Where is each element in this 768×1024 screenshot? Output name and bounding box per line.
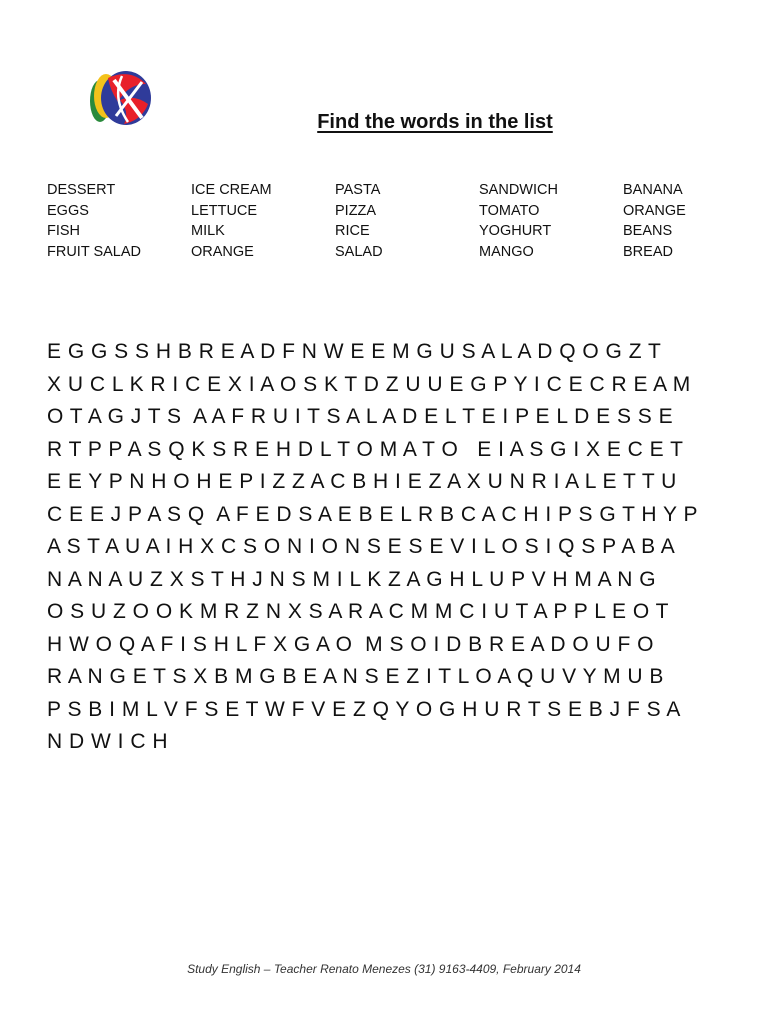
word-list-item: YOGHURT <box>479 223 552 240</box>
word-list-item: SANDWICH <box>479 182 558 198</box>
word-list-item: FISH <box>47 223 81 240</box>
grid-row: R T P P A S Q K S R E H D L T O M A T O E I A S G I X E C E T <box>47 437 684 461</box>
grid-row: N A N A U Z X S T H J N S M I L K Z A G H L U P V H M A N G <box>47 567 657 591</box>
grid-row: R A N G E T S X B M G B E A N S E Z I T L O A Q U V Y M U B <box>47 665 664 688</box>
word-list-item: ICE CREAM <box>191 182 272 198</box>
word-list-item: BREAD <box>623 243 673 260</box>
grid-row: C E E J P A S Q A F E D S A E B E L R B C A C H I P S G T H Y P <box>47 502 698 526</box>
grid-row: H W O Q A F I S H L F X G A O M S O I D B R E A D O U F O <box>47 632 655 656</box>
word-list-item: PASTA <box>335 182 381 198</box>
page-title: Find the words in the list <box>317 111 553 133</box>
word-list-item: SALAD <box>335 243 383 260</box>
grid-row: O T A G J T S A A F R U I T S A L A D E L T E I P E L D E S S E <box>47 405 674 428</box>
footer-credit: Study English – Teacher Renato Menezes (31) 9163-4409, February 2014 <box>187 962 581 976</box>
word-list-item: ORANGE <box>191 243 254 260</box>
grid-row: E E Y P N H O H E P I Z Z A C B H I E Z A X U N R I A L E T T U <box>47 470 677 493</box>
grid-row: P S B I M L V F S E T W F V E Z Q Y O G H U R T S E B J F S A <box>47 697 681 721</box>
word-list-item: LETTUCE <box>191 202 258 219</box>
word-list-item: FRUIT SALAD <box>47 243 142 260</box>
word-list-item: RICE <box>335 223 370 240</box>
word-list-item: DESSERT <box>47 182 116 198</box>
grid-row: E G G S S H B R E A D F N W E E M G U S A L A D Q O G Z T <box>47 340 662 363</box>
word-list-item: PIZZA <box>335 202 377 219</box>
word-search-grid <box>47 336 737 759</box>
word-list-item: TOMATO <box>479 202 540 219</box>
word-list-item: MILK <box>191 223 225 240</box>
grid-row: A S T A U A I H X C S O N I O N S E S E V I L O S I Q S P A B A <box>47 535 676 558</box>
word-list-item: BEANS <box>623 223 673 240</box>
word-list-item: EGGS <box>47 202 89 219</box>
grid-row: N D W I C H <box>47 730 168 753</box>
word-list-item: ORANGE <box>623 202 686 219</box>
word-list-item: BANANA <box>623 182 683 198</box>
grid-row: O S U Z O O K M R Z N X S A R A C M M C I U T A P P L E O T <box>47 600 669 623</box>
word-list-item: MANGO <box>479 243 534 260</box>
grid-row: X U C L K R I C E X I A O S K T D Z U U E G P Y I C E C R E A M <box>47 372 691 396</box>
word-list <box>47 180 723 262</box>
